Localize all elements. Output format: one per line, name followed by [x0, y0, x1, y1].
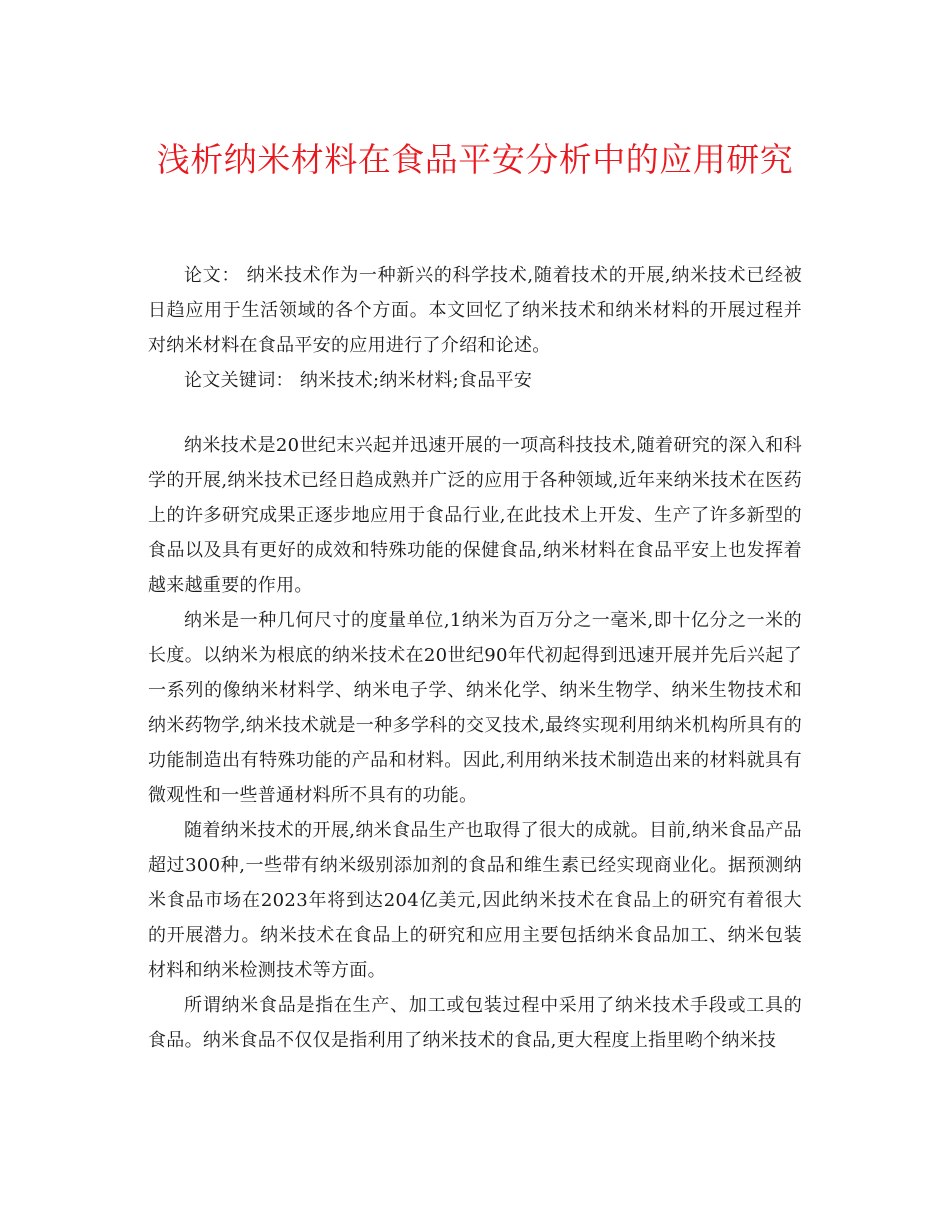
keywords-line: 论文关键词： 纳米技术;纳米材料;食品平安 [184, 370, 533, 391]
body-paragraph: 纳米技术是20世纪末兴起并迅速开展的一项高科技技术,随着研究的深入和科学的开展,纳米技术已经日趋成熟并广泛的应用于各种领域,近年来纳米技术在医药上的许多研究成果正逐步地应用于食品行业,在此技术上开发、生产了许多新型的食品以及具有更好的成效和特殊功能的保健食品,纳米材料在食品平安上也发挥着越来越重要的作用。 [148, 435, 802, 596]
body-paragraph: 所谓纳米食品是指在生产、加工或包装过程中采用了纳米技术手段或工具的食品。纳米食品不仅仅是指利用了纳米技术的食品,更大程度上指里哟个纳米技 [148, 995, 802, 1051]
document-body [148, 258, 802, 1058]
body-paragraph: 随着纳米技术的开展,纳米食品生产也取得了很大的成就。目前,纳米食品产品超过300种,一些带有纳米级别添加剂的食品和维生素已经实现商业化。据预测纳米食品市场在2023年将到达204亿美元,因此纳米技术在食品上的研究有着很大的开展潜力。纳米技术在食品上的研究和应用主要包括纳米食品加工、纳米包装材料和纳米检测技术等方面。 [148, 820, 802, 981]
abstract-paragraph: 论文： 纳米技术作为一种新兴的科学技术,随着技术的开展,纳米技术已经被日趋应用于生活领域的各个方面。本文回忆了纳米技术和纳米材料的开展过程并对纳米材料在食品平安的应用进行了介绍和论述。 [148, 265, 802, 356]
document-title: 浅析纳米材料在食品平安分析中的应用研究 [156, 140, 794, 179]
section-gap [148, 398, 802, 428]
body-paragraph: 纳米是一种几何尺寸的度量单位,1纳米为百万分之一毫米,即十亿分之一米的长度。以纳米为根底的纳米技术在20世纪90年代初起得到迅速开展并先后兴起了一系列的像纳米材料学、纳米电子学、纳米化学、纳米生物学、纳米生物技术和纳米药物学,纳米技术就是一种多学科的交叉技术,最终实现利用纳米机构所具有的功能制造出有特殊功能的产品和材料。因此,利用纳米技术制造出来的材料就具有微观性和一些普通材料所不具有的功能。 [148, 610, 802, 806]
